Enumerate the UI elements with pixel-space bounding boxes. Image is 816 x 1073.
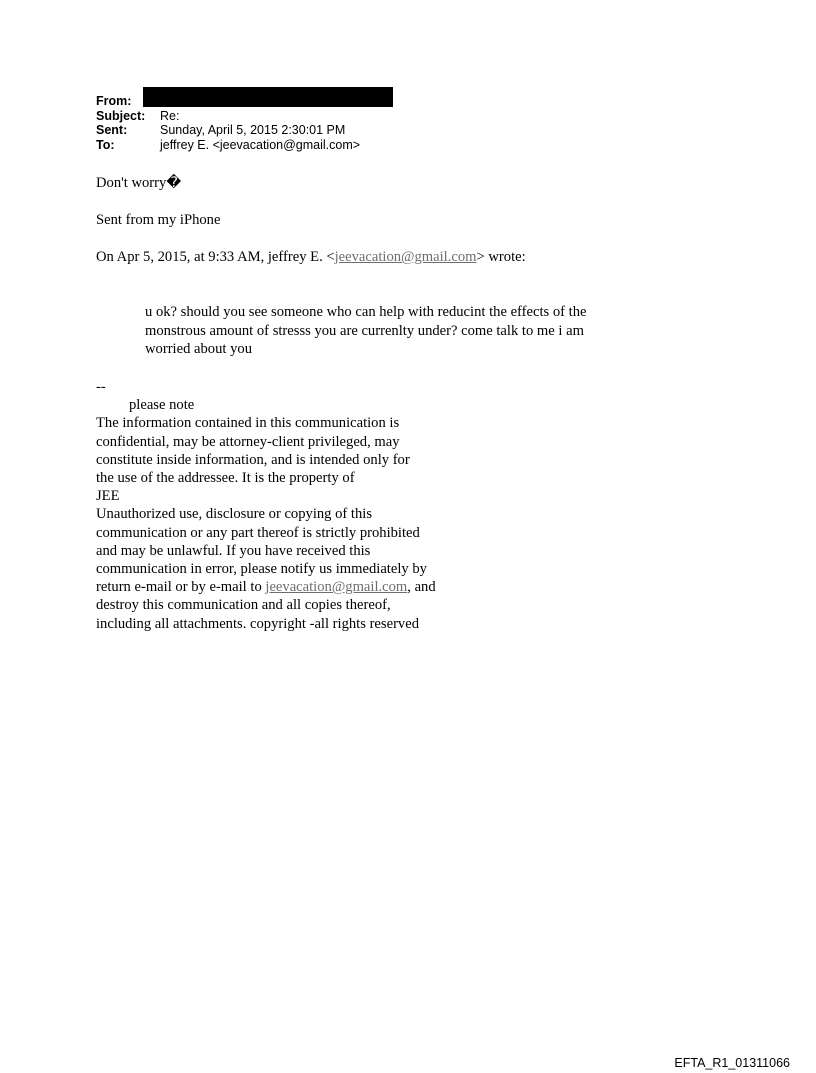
bates-number: EFTA_R1_01311066 [674,1056,790,1070]
sent-row [96,123,393,138]
reply-line: Don't worry� [96,175,182,191]
footer-note: please note [129,397,195,414]
footer-email-link[interactable]: jeevacation@gmail.com [265,579,408,596]
to-row [96,138,393,153]
quote-intro-prefix: On Apr 5, 2015, at 9:33 AM, jeffrey E. < [96,249,335,265]
footer-line: the use of the addressee. It is the property of [96,470,355,487]
footer-line: The information contained in this communication is [96,415,400,432]
quoted-line: worried about you [145,341,252,357]
footer-line: including all attachments. copyright -all rights reserved [96,615,419,632]
redaction-box [143,87,393,107]
footer-line: confidential, may be attorney-client privileged, may [96,433,400,450]
footer-line: destroy this communication and all copies thereof, [96,597,391,614]
footer-line: communication or any part thereof is strictly prohibited [96,524,420,541]
sent-value: Sunday, April 5, 2015 2:30:01 PM [160,123,346,137]
quoted-message [145,303,586,359]
notify-suffix: , and [407,579,436,596]
to-value: jeffrey E. <jeevacation@gmail.com> [160,137,361,152]
footer-line: and may be unlawful. If you have received this [96,542,371,559]
footer-line: Unauthorized use, disclosure or copying of this [96,506,373,523]
quoted-line: monstrous amount of stresss you are currenlty under? come talk to me i am [145,322,584,339]
footer-line: constitute inside information, and is intended only for [96,451,410,468]
footer-separator: -- [96,379,106,395]
quote-intro [96,248,526,266]
quoted-line: u ok? should you see someone who can help with reducint the effects of the [145,304,587,320]
signature-line: Sent from my iPhone [96,212,221,228]
subject-row [96,109,393,124]
notify-prefix: return e-mail or by e-mail to [96,579,266,596]
from-label: From: [96,94,132,108]
subject-label: Subject: [96,108,146,123]
quote-intro-suffix: > wrote: [476,249,526,265]
disclaimer-footer [96,378,436,633]
to-label: To: [96,137,115,152]
sent-label: Sent: [96,123,128,137]
subject-value: Re: [160,108,180,123]
email-header [96,94,393,152]
quote-intro-email-link[interactable]: jeevacation@gmail.com [334,249,477,265]
footer-line: JEE [96,488,120,505]
footer-notify-line [96,578,436,596]
footer-line: communication in error, please notify us immediately by [96,561,427,578]
from-row [96,94,393,109]
